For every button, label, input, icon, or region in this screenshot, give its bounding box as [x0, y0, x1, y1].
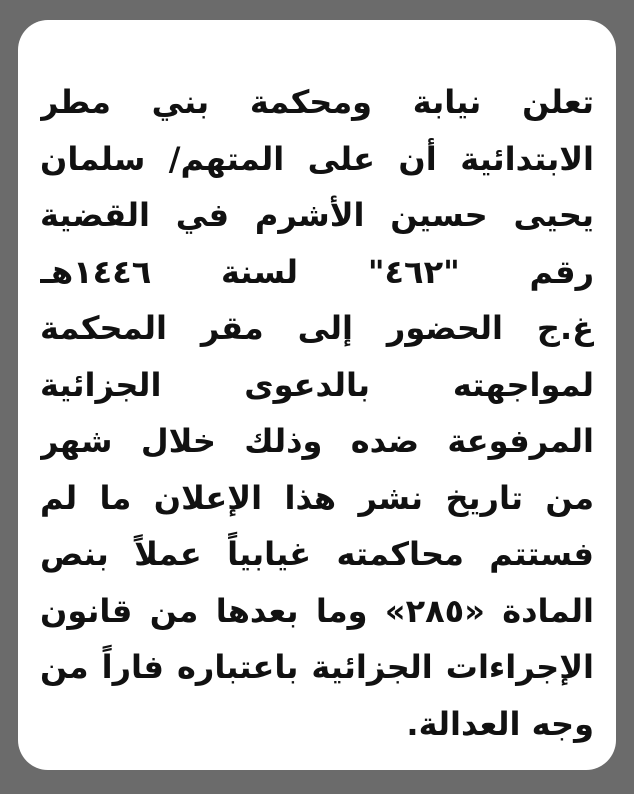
notice-line-1: تعلن نيابة ومحكمة بني مطر	[40, 83, 594, 121]
notice-line-3: يحيى حسين الأشرم في القضية	[40, 196, 594, 234]
notice-line-4: رقم "٤٦٢" لسنة ١٤٤٦هـ	[40, 252, 594, 291]
notice-line-9: فستتم محاكمته غيابياً عملاً بنص	[40, 535, 594, 573]
notice-line-5: غ.ج الحضور إلى مقر المحكمة	[40, 309, 594, 347]
notice-line-7: المرفوعة ضده وذلك خلال شهر	[40, 422, 594, 460]
notice-line-10: المادة «٢٨٥» وما بعدها من قانون	[40, 591, 594, 630]
notice-line-11: الإجراءات الجزائية باعتباره فاراً من	[40, 648, 594, 686]
notice-line-6: لمواجهته بالدعوى الجزائية	[40, 365, 594, 404]
notice-line-2: الابتدائية أن على المتهم/ سلمان	[40, 139, 594, 178]
notice-card	[18, 20, 616, 770]
notice-text	[40, 74, 594, 752]
notice-line-12: وجه العدالة.	[406, 704, 594, 743]
notice-line-8: من تاريخ نشر هذا الإعلان ما لم	[40, 478, 594, 517]
